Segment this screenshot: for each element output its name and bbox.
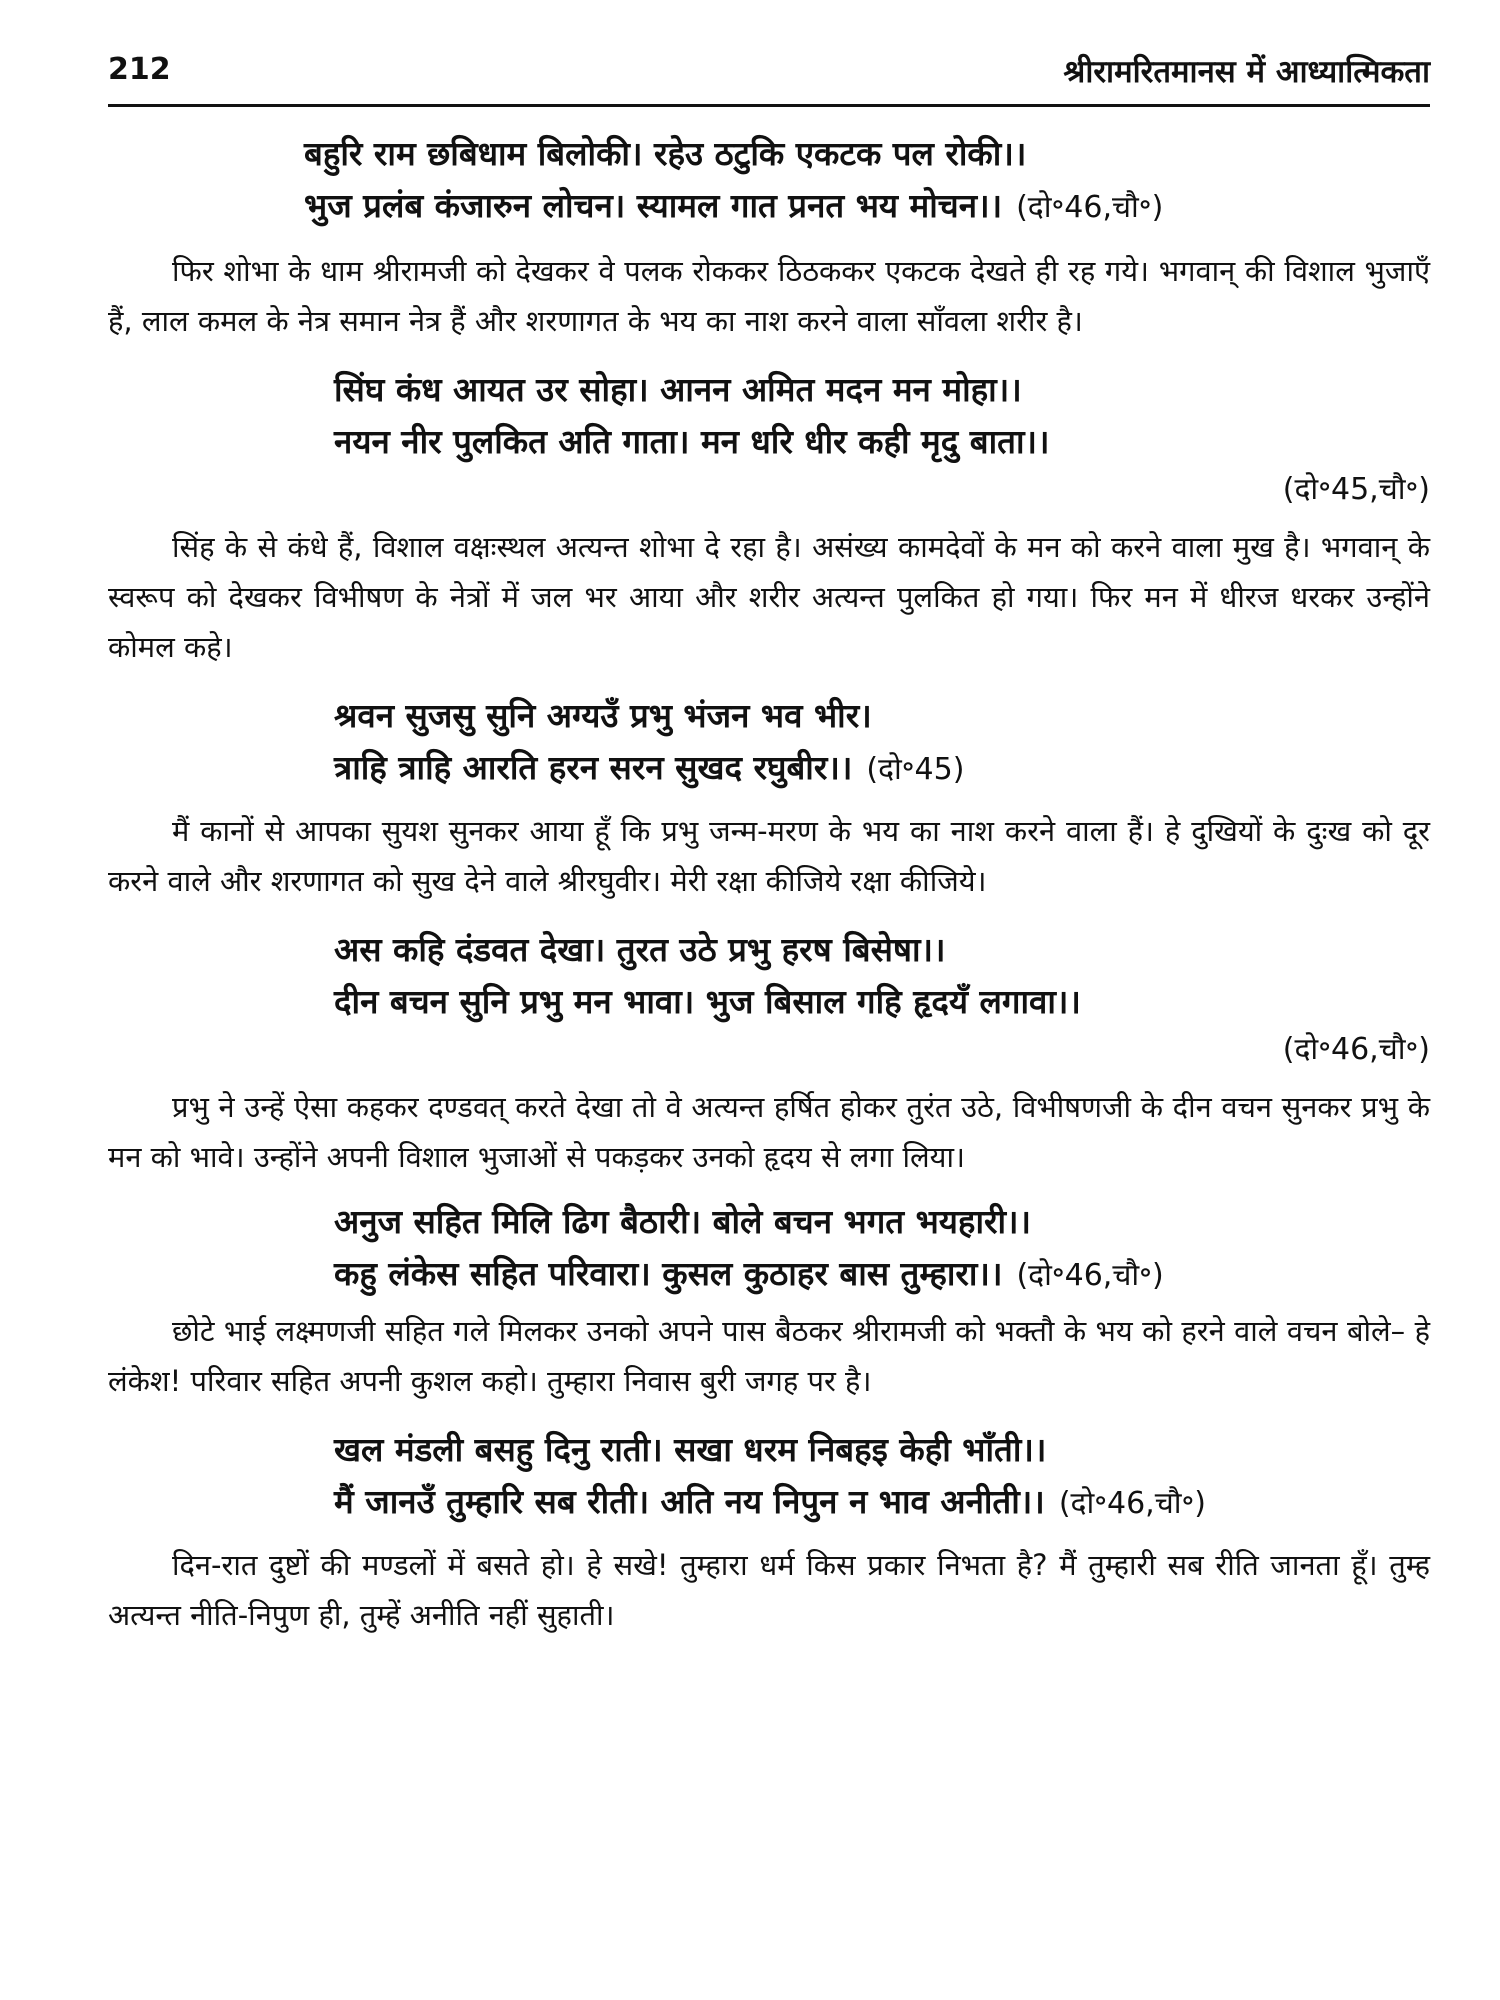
header-rule xyxy=(108,104,1430,107)
verse-line xyxy=(334,1476,1430,1530)
translation-paragraph: प्रभु ने उन्हें ऐसा कहकर दण्डवत् करते देखा तो वे अत्यन्त हर्षित होकर तुरंत उठे, विभीषणजी के दीन वचन सुनकर प्रभु के मन को भावे। उन्होंने अपनी विशाल भुजाओं से पकड़कर उनको हृदय से लगा लिया। xyxy=(108,1090,1430,1174)
verse-line: श्रवन सुजसु सुनि अग्यउँ प्रभु भंजन भव भीर। xyxy=(334,696,872,735)
verse-reference: (दो॰45) xyxy=(866,752,965,787)
verse xyxy=(334,1424,1430,1530)
verse-line xyxy=(334,1248,1430,1302)
verse-line-text: कहु लंकेस सहित परिवारा। कुसल कुठाहर बास तुम्हारा।। xyxy=(334,1254,1003,1293)
verse-line xyxy=(334,742,1430,796)
verse xyxy=(334,364,1430,468)
verse-line: सिंघ कंध आयत उर सोहा। आनन अमित मदन मन मोहा।। xyxy=(334,370,1022,409)
verse-reference: (दो॰46,चौ॰) xyxy=(1058,1486,1207,1521)
translation-paragraph: दिन-रात दुष्टों की मण्डलों में बसते हो। हे सखे! तुम्हारा धर्म किस प्रकार निभता है? मैं तुम्हारी सब रीति जानता हूँ। तुम्ह अत्यन्त नीति-निपुण ही, तुम्हें अनीति नहीं सुहाती। xyxy=(108,1548,1430,1632)
verse-reference: (दो॰46,चौ॰) xyxy=(1282,1032,1430,1067)
verse xyxy=(334,924,1430,1028)
translation-paragraph: छोटे भाई लक्ष्मणजी सहित गले मिलकर उनको अपने पास बैठकर श्रीरामजी को भक्तौ के भय को हरने वाले वचन बोले– हे लंकेश! परिवार सहित अपनी कुशल कहो। तुम्हारा निवास बुरी जगह पर है। xyxy=(108,1314,1430,1398)
verse-reference: (दो॰45,चौ॰) xyxy=(1282,472,1430,507)
verse-line: बहुरि राम छबिधाम बिलोकी। रहेउ ठटुकि एकटक पल रोकी।। xyxy=(304,134,1027,173)
verse-reference: (दो॰46,चौ॰) xyxy=(1016,1258,1164,1293)
verse-line: नयन नीर पुलकित अति गाता। मन धरि धीर कही मृदु बाता।। xyxy=(334,422,1050,461)
verse-line: अनुज सहित मिलि ढिग बैठारी। बोले बचन भगत भयहारी।। xyxy=(334,1202,1032,1241)
verse-line-text: त्राहि त्राहि आरति हरन सरन सुखद रघुबीर।। xyxy=(334,748,853,787)
verse-line: खल मंडली बसहु दिनु राती। सखा धरम निबहइ केही भाँती।। xyxy=(334,1430,1047,1469)
verse xyxy=(334,690,1430,796)
verse-block-5 xyxy=(108,1196,1430,1406)
running-title: श्रीरामरितमानस में आध्यात्मिकता xyxy=(1063,54,1430,90)
page-number: 212 xyxy=(108,52,171,87)
translation-paragraph: फिर शोभा के धाम श्रीरामजी को देखकर वे पलक रोककर ठिठककर एकटक देखते ही रह गये। भगवान् की विशाल भुजाएँ हैं, लाल कमल के नेत्र समान नेत्र हैं और शरणागत के भय का नाश करने वाला साँवला शरीर है। xyxy=(108,254,1430,338)
verse-block-2 xyxy=(108,364,1430,672)
verse xyxy=(334,1196,1430,1302)
translation-paragraph: मैं कानों से आपका सुयश सुनकर आया हूँ कि प्रभु जन्म-मरण के भय का नाश करने वाला हैं। हे दुखियों के दुःख को दूर करने वाले और शरणागत को सुख देने वाले श्रीरघुवीर। मेरी रक्षा कीजिये रक्षा कीजिये। xyxy=(108,814,1430,898)
verse-line xyxy=(304,180,1430,234)
verse-block-6 xyxy=(108,1424,1430,1640)
verse-block-1 xyxy=(108,128,1430,346)
verse-line: दीन बचन सुनि प्रभु मन भावा। भुज बिसाल गहि हृदयँ लगावा।। xyxy=(334,982,1081,1021)
page-header xyxy=(108,46,1430,106)
verse-reference: (दो॰46,चौ॰) xyxy=(1016,190,1164,225)
translation-paragraph: सिंह के से कंधे हैं, विशाल वक्षःस्थल अत्यन्त शोभा दे रहा है। असंख्य कामदेवों के मन को करने वाला मुख है। भगवान् के स्वरूप को देखकर विभीषण के नेत्रों में जल भर आया और शरीर अत्यन्त पुलकित हो गया। फिर मन में धीरज धरकर उन्होंने कोमल कहे। xyxy=(108,530,1430,664)
verse xyxy=(304,128,1430,234)
verse-line-text: मैं जानउँ तुम्हारि सब रीती। अति नय निपुन न भाव अनीती।। xyxy=(334,1482,1045,1521)
page-content xyxy=(108,128,1430,1640)
verse-line-text: भुज प्रलंब कंजारुन लोचन। स्यामल गात प्रनत भय मोचन।। xyxy=(304,186,1003,225)
verse-line: अस कहि दंडवत देखा। तुरत उठे प्रभु हरष बिसेषा।। xyxy=(334,930,946,969)
verse-block-3 xyxy=(108,690,1430,906)
verse-block-4 xyxy=(108,924,1430,1182)
